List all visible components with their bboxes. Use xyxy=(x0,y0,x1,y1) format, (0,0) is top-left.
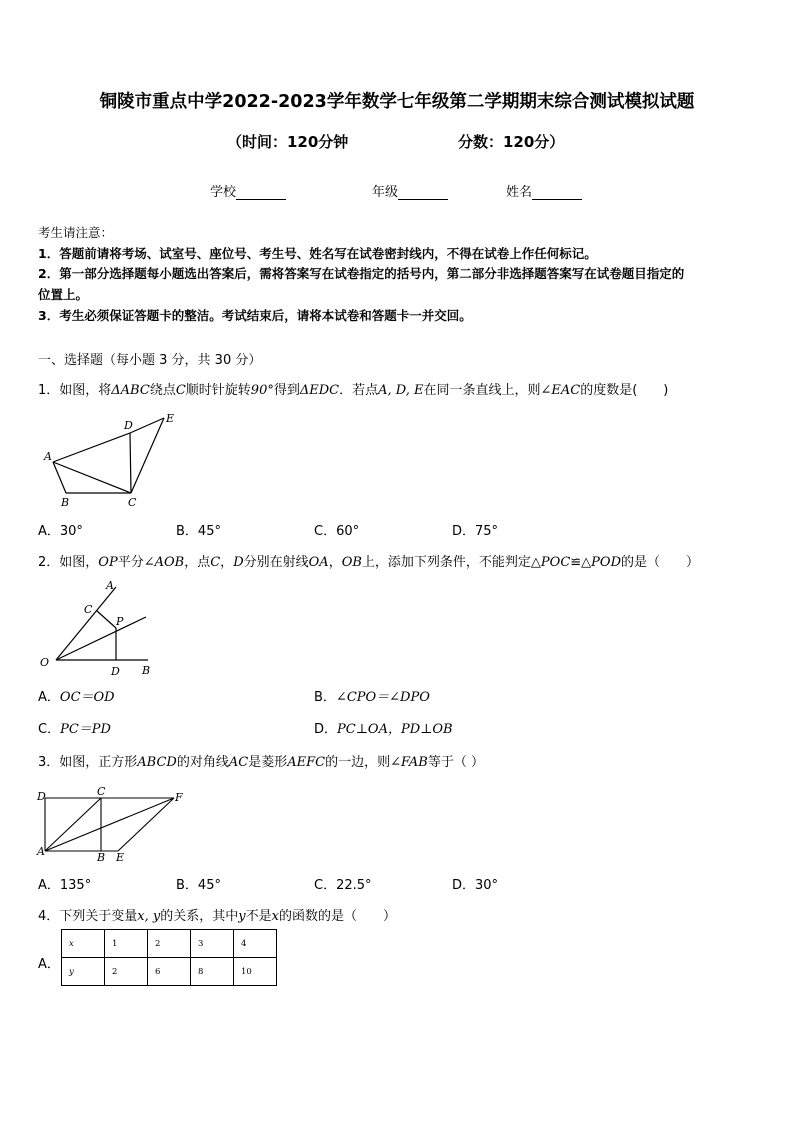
grade-field[interactable] xyxy=(372,181,448,200)
q3-label-d: D xyxy=(37,790,46,803)
question-3-figure xyxy=(34,785,194,865)
table-row xyxy=(62,958,277,986)
question-2-figure xyxy=(36,575,166,681)
q2-label-c: C xyxy=(84,603,93,616)
school-field[interactable] xyxy=(210,181,286,200)
question-1-text: 1．如图，将ΔABC绕点C顺时针旋转90°得到ΔEDC．若点A, D, E在同一条直线上，则∠EAC的度数是( ) xyxy=(38,383,669,398)
q1-option-c[interactable]: C．60° xyxy=(314,524,360,539)
q3-label-a: A xyxy=(37,845,45,858)
q1-label-c: C xyxy=(128,496,137,509)
exam-score: 分数：120分） xyxy=(458,133,565,151)
q3-option-c[interactable]: C．22.5° xyxy=(314,878,372,893)
school-label: 学校 xyxy=(210,185,237,200)
question-4-text: 4．下列关于变量x, y的关系，其中y不是x的函数的是（ ） xyxy=(38,909,396,924)
table-row xyxy=(62,930,277,958)
q1-option-a[interactable]: A．30° xyxy=(38,524,83,539)
q3-label-f: F xyxy=(175,791,183,804)
table-cell: 2 xyxy=(105,958,148,986)
exam-title: 铜陵市重点中学2022-2023学年数学七年级第二学期期末综合测试模拟试题 xyxy=(99,92,695,112)
q3-option-d[interactable]: D．30° xyxy=(452,878,499,893)
notice-item-1: 1．答题前请将考场、试室号、座位号、考生号、姓名写在试卷密封线内，不得在试卷上作任何标记。 xyxy=(38,246,597,261)
q1-option-d[interactable]: D．75° xyxy=(452,524,499,539)
table-cell: 1 xyxy=(105,930,148,958)
q1-label-d: D xyxy=(124,419,133,432)
table-cell: 10 xyxy=(234,958,277,986)
notice-item-2-cont: 位置上。 xyxy=(38,287,89,302)
exam-time: （时间：120分钟 xyxy=(227,133,349,151)
q2-label-a: A xyxy=(106,579,114,592)
q2-option-c[interactable]: C．PC＝PD xyxy=(38,722,111,737)
section-heading: 一、选择题（每小题 3 分，共 30 分） xyxy=(38,353,262,368)
q3-label-e: E xyxy=(116,851,125,864)
question-3-text: 3．如图，正方形ABCD的对角线AC是菱形AEFC的一边，则∠FAB等于（ ） xyxy=(38,755,484,770)
q3-option-a[interactable]: A．135° xyxy=(38,878,92,893)
q3-label-b: B xyxy=(97,851,106,864)
q1-label-b: B xyxy=(61,496,70,509)
table-cell: 3 xyxy=(191,930,234,958)
table-cell: 6 xyxy=(148,958,191,986)
q2-label-d: D xyxy=(111,665,120,678)
notice-item-2: 2．第一部分选择题每小题选出答案后，需将答案写在试卷指定的括号内，第二部分非选择题答案写在试卷题目指定的 xyxy=(38,266,685,281)
table-cell: y xyxy=(62,958,105,986)
q2-label-o: O xyxy=(40,656,50,669)
q1-label-a: A xyxy=(44,450,52,463)
q4-option-a-table xyxy=(61,929,277,986)
q2-option-d[interactable]: D．PC⊥OA，PD⊥OB xyxy=(314,722,453,737)
notice-heading: 考生请注意： xyxy=(38,225,114,240)
name-field[interactable] xyxy=(506,181,582,200)
school-blank[interactable] xyxy=(236,185,286,200)
q1-label-e: E xyxy=(166,412,175,425)
grade-label: 年级 xyxy=(372,185,399,200)
q3-label-c: C xyxy=(97,785,106,798)
q3-option-b[interactable]: B．45° xyxy=(176,878,221,893)
table-cell: 4 xyxy=(234,930,277,958)
q2-option-b[interactable]: B．∠CPO＝∠DPO xyxy=(314,690,430,705)
q1-option-b[interactable]: B．45° xyxy=(176,524,221,539)
name-label: 姓名 xyxy=(506,185,533,200)
grade-blank[interactable] xyxy=(398,185,448,200)
question-2-text: 2．如图，OP平分∠AOB，点C，D分别在射线OA，OB上，添加下列条件，不能判定△POC≌△POD的是（ ） xyxy=(38,555,700,570)
question-1-figure xyxy=(36,408,186,514)
table-cell: 8 xyxy=(191,958,234,986)
table-cell: x xyxy=(62,930,105,958)
name-blank[interactable] xyxy=(532,185,582,200)
q2-label-p: P xyxy=(116,615,124,628)
q2-option-a[interactable]: A．OC＝OD xyxy=(38,690,115,705)
table-cell: 2 xyxy=(148,930,191,958)
q4-option-a-label[interactable]: A． xyxy=(38,957,60,972)
notice-item-3: 3．考生必须保证答题卡的整洁。考试结束后，请将本试卷和答题卡一并交回。 xyxy=(38,308,472,323)
q2-label-b: B xyxy=(142,664,151,677)
